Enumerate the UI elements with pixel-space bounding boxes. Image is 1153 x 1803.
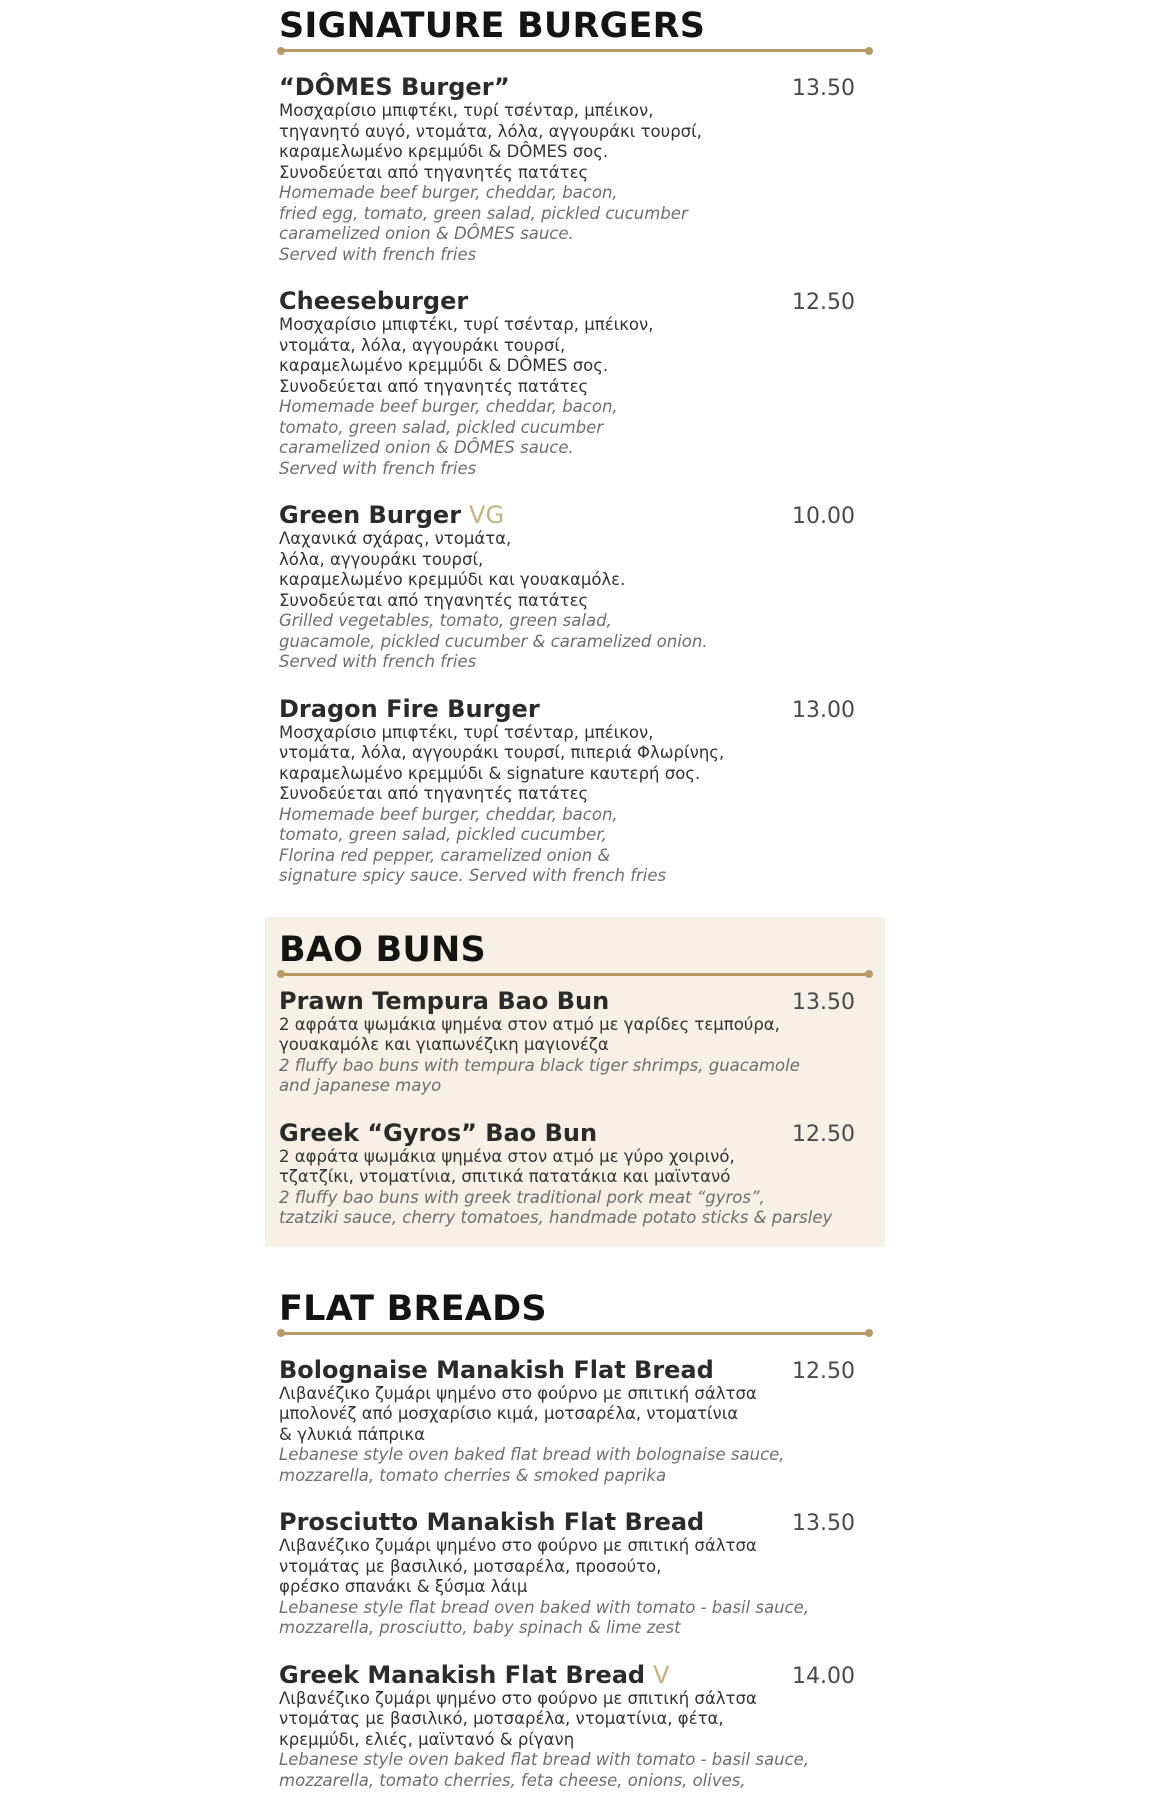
menu-item [265,73,869,265]
menu-item [265,1356,869,1487]
section-title: BAO BUNS [279,929,486,970]
item-description-english: Lebanese style oven baked flat bread with bolognaise sauce, mozzarella, tomato cherries & smoked paprika [279,1445,785,1485]
menu-item [265,287,869,479]
item-price: 12.50 [792,1121,855,1147]
item-name: “DÔMES Burger” [279,73,510,101]
item-price: 14.00 [792,1663,855,1689]
item-price: 12.50 [792,1358,855,1384]
item-price: 12.50 [792,290,855,315]
section-flat-breads [265,1289,885,1792]
item-name-text: Green Burger [279,501,462,529]
item-name: Greek “Gyros” Bao Bun [279,1118,598,1147]
item-description-english: Grilled vegetables, tomato, green salad, guacamole, pickled cucumber & caramelized onion. Served with french fries [279,611,708,671]
item-name: Prawn Tempura Bao Bun [279,986,610,1015]
item-description-greek: Λιβανέζικο ζυμάρι ψημένο στο φούρνο με σπιτική σάλτσα ντομάτας με βασιλικό, μοτσαρέλα, ντοματίνια, φέτα, κρεμμύδι, ελιές, μαϊντανό & ρίγανη [279,1688,757,1749]
menu [265,0,885,1791]
section-bao-buns [265,917,885,1247]
menu-item [265,987,869,1097]
item-name: Dragon Fire Burger [279,694,540,723]
item-description-greek: 2 αφράτα ψωμάκια ψημένα στον ατμό με γαρίδες τεμπούρα, γουακαμόλε και γιαπωνέζικη μαγιονέζα [279,1014,780,1054]
section-title: FLAT BREADS [279,1288,547,1329]
item-description-english: 2 fluffy bao buns with greek traditional pork meat “gyros”, tzatziki sauce, cherry tomatoes, handmade potato sticks & parsley [279,1187,833,1227]
menu-item [265,1119,869,1229]
item-name-text: Greek Manakish Flat Bread [279,1660,646,1689]
item-description-greek: Μοσχαρίσιο μπιφτέκι, τυρί τσένταρ, μπέικον, τηγανητό αυγό, ντομάτα, λόλα, αγγουράκι τουρσί, καραμελωμένο κρεμμύδι & DÔMES σος. Συνοδεύεται από τηγανητές πατάτες [279,101,702,182]
item-name: Prosciutto Manakish Flat Bread [279,1508,705,1536]
item-description-english: 2 fluffy bao buns with tempura black tiger shrimps, guacamole and japanese mayo [279,1055,800,1095]
vegan-tag: VG [469,501,505,529]
item-description-english: Lebanese style flat bread oven baked with tomato - basil sauce, mozzarella, prosciutto, baby spinach & lime zest [279,1597,810,1637]
item-description-greek: Μοσχαρίσιο μπιφτέκι, τυρί τσένταρ, μπέικον, ντομάτα, λόλα, αγγουράκι τουρσί, πιπεριά Φλωρίνης, καραμελωμένο κρεμμύδι & signature καυτερή σος. Συνοδεύεται από τηγανητές πατάτες [279,722,725,803]
item-price: 10.00 [792,504,855,529]
section-divider [279,973,869,976]
item-description-english: Homemade beef burger, cheddar, bacon, tomato, green salad, pickled cucumber caramelized onion & DÔMES sauce. Served with french fries [279,397,618,478]
section-divider [279,49,869,52]
item-description-english: Homemade beef burger, cheddar, bacon, tomato, green salad, pickled cucumber, Florina red pepper, caramelized onion & signature spicy sauce. Served with french fries [279,804,667,885]
item-description-english: Homemade beef burger, cheddar, bacon, fried egg, tomato, green salad, pickled cucumber caramelized onion & DÔMES sauce. Served with french fries [279,183,688,264]
item-description-greek: Λαχανικά σχάρας, ντομάτα, λόλα, αγγουράκι τουρσί, καραμελωμένο κρεμμύδι και γουακαμόλε. Συνοδεύεται από τηγανητές πατάτες [279,529,626,610]
vegetarian-tag: V [653,1660,670,1689]
menu-item [265,695,869,887]
item-name: Bolognaise Manakish Flat Bread [279,1355,714,1384]
item-name [279,1661,869,1689]
item-name: Cheeseburger [279,287,469,315]
item-description-greek: 2 αφράτα ψωμάκια ψημένα στον ατμό με γύρο χοιρινό, τζατζίκι, ντοματίνια, σπιτικά πατατάκια και μαϊντανό [279,1146,735,1186]
section-divider [279,1332,869,1335]
item-price: 13.50 [792,76,855,101]
menu-item [265,501,869,673]
item-price: 13.50 [792,1511,855,1536]
item-description-greek: Λιβανέζικο ζυμάρι ψημένο στο φούρνο με σπιτική σάλτσα μπολονέζ από μοσχαρίσιο κιμά, μοτσαρέλα, ντοματίνια & γλυκιά πάπρικα [279,1383,757,1444]
menu-item [265,1508,869,1639]
item-price: 13.50 [792,989,855,1015]
menu-item [265,1661,869,1792]
item-price: 13.00 [792,697,855,723]
section-title: SIGNATURE BURGERS [279,6,706,46]
item-description-greek: Λιβανέζικο ζυμάρι ψημένο στο φούρνο με σπιτική σάλτσα ντομάτας με βασιλικό, μοτσαρέλα, προσούτο, φρέσκο σπανάκι & ξύσμα λάιμ [279,1536,757,1596]
item-description-english: Lebanese style oven baked flat bread with tomato - basil sauce, mozzarella, tomato cherries, feta cheese, onions, olives, [279,1750,810,1790]
item-name [279,501,869,529]
section-signature-burgers [265,0,885,887]
item-description-greek: Μοσχαρίσιο μπιφτέκι, τυρί τσένταρ, μπέικον, ντομάτα, λόλα, αγγουράκι τουρσί, καραμελωμένο κρεμμύδι & DÔMES σος. Συνοδεύεται από τηγανητές πατάτες [279,315,654,396]
